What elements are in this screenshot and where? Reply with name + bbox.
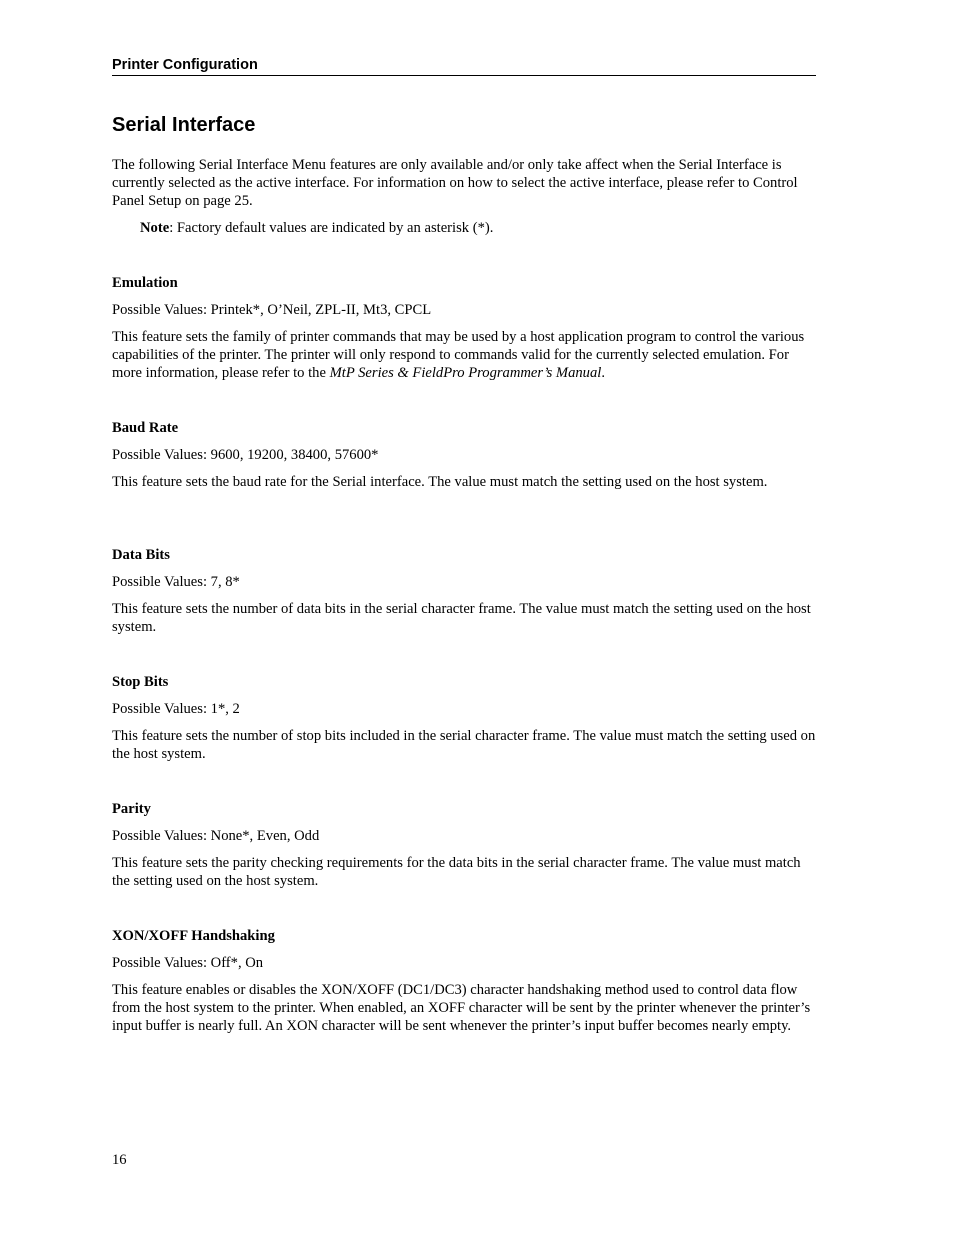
feature-description: This feature sets the parity checking requirements for the data bits in the serial character frame. The value must match the setting used on the host system.	[112, 855, 801, 889]
feature-description: This feature sets the baud rate for the Serial interface. The value must match the setting used on the host system.	[112, 474, 768, 490]
intro-paragraph: The following Serial Interface Menu features are only available and/or only take affect when the Serial Interface is currently selected as the active interface. For information on how to select the active interface, please refer to Control Panel Setup on page 25.	[112, 157, 798, 209]
feature-description	[112, 328, 816, 382]
feature-baud-rate	[112, 419, 816, 491]
feature-heading: Parity	[112, 801, 151, 817]
running-header: Printer Configuration	[112, 56, 816, 76]
feature-data-bits	[112, 546, 816, 636]
manual-title: MtP Series & FieldPro Programmer’s Manual	[329, 365, 602, 381]
page-number: 16	[112, 1152, 127, 1168]
note-paragraph	[140, 219, 816, 237]
feature-description: This feature sets the number of data bits in the serial character frame. The value must match the setting used on the host system.	[112, 601, 811, 635]
note-label: Note	[140, 220, 170, 236]
feature-description: This feature sets the number of stop bits included in the serial character frame. The value must match the setting used on the host system.	[112, 728, 816, 762]
feature-possible-values: Possible Values: 1*, 2	[112, 701, 240, 717]
feature-stop-bits	[112, 673, 816, 763]
feature-possible-values: Possible Values: Printek*, O’Neil, ZPL-II, Mt3, CPCL	[112, 302, 432, 318]
feature-possible-values: Possible Values: Off*, On	[112, 955, 264, 971]
feature-heading: XON/XOFF Handshaking	[112, 928, 275, 944]
feature-description-end: .	[601, 365, 605, 381]
feature-xon-xoff-handshaking	[112, 927, 816, 1035]
feature-heading: Baud Rate	[112, 420, 179, 436]
feature-possible-values: Possible Values: 7, 8*	[112, 574, 240, 590]
feature-parity	[112, 800, 816, 890]
feature-description-text: This feature sets the family of printer commands that may be used by a host application program to control the various capabilities of the printer. The printer will only respond to commands valid for the currently selected emulation. For more information, please refer to the	[112, 329, 805, 381]
feature-heading: Emulation	[112, 275, 178, 291]
feature-heading: Data Bits	[112, 547, 170, 563]
feature-possible-values: Possible Values: 9600, 19200, 38400, 57600*	[112, 447, 379, 463]
feature-heading: Stop Bits	[112, 674, 169, 690]
feature-description: This feature enables or disables the XON/XOFF (DC1/DC3) character handshaking method used to control data flow from the host system to the printer. When enabled, an XOFF character will be sent by the printer whenever the printer’s input buffer is nearly full. An XON character will be sent whenever the printer’s input buffer becomes nearly empty.	[112, 982, 811, 1034]
feature-possible-values: Possible Values: None*, Even, Odd	[112, 828, 320, 844]
section-title: Serial Interface	[112, 114, 256, 136]
note-text: : Factory default values are indicated by an asterisk (*).	[169, 220, 494, 236]
feature-emulation	[112, 274, 816, 382]
